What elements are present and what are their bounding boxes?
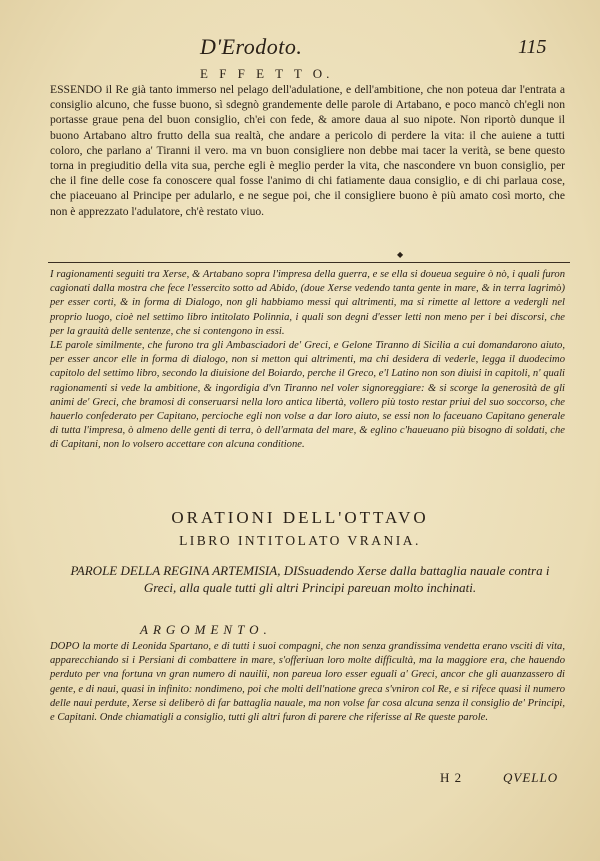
separator-rule — [48, 262, 570, 263]
effetto-paragraph: ESSENDO il Re già tanto immerso nel pelago dell'adulatione, e dell'ambitione, che non poteua dar l'entrata a consiglio alcuno, che fusse buono, sì sdegnò grandemente delle parole di Artabano, e poco mancò ch'egli non portasse graue pena del buon consiglio, ch'ei con fede, & amore daua al suo nipote. Non riportò dunque il buono Artabano altro frutto della sua realtà, che andare a pericolo di perdere la vita: il che auiene a tutti coloro, che parlano a' Tiranni il vero. ma vn buon consigliere non debbe mai tacer la verità, se bene questo torna in pregiuditio della vita sua, perche egli è meglio perder la vita, che nascondere vn buon consiglio, per che il fine delle cose fa conoscere qual fosse l'animo di chi fatiamente daua consiglio, e di chi parlaua cose, che piaceuano al Principe per adularlo, e ne segue poi, che il consigliere buono è più amato così morto, che non è apprezzato l'adulatore, ch'è restato viuo. — [50, 83, 565, 218]
libro-title: LIBRO INTITOLATO VRANIA. — [179, 533, 421, 548]
signature-mark: H 2 — [440, 770, 463, 785]
catchword: QVELLO — [503, 770, 559, 785]
notes-paragraph-1: I ragionamenti seguiti tra Xerse, & Artabano sopra l'impresa della guerra, e se ella si doueua seguire ò nò, i quali furon cagionati dalla mostra che fece l'essercito sotto ad Abido, (doue Xerse vedendo tanta gente in mare, & in terra lagrimò) per esser corti, & in forma di Dialogo, non gli habbiamo messi qui altrimenti, ma si rimette al lettore a vedergli nel proprio luogo, cioè nel settimo libro intitolato Polinnia, i quali son degni d'esser letti non meno per i bei discorsi, che per la grauità delle sentenze, che si contengono in essi. — [50, 269, 565, 337]
running-title: D'Erodoto. — [200, 34, 303, 59]
effetto-heading: E F F E T T O. — [200, 66, 334, 81]
argomento-heading: ARGOMENTO. — [140, 622, 272, 637]
speech-title: PAROLE DELLA REGINA ARTEMISIA, DISsuadendo Xerse dalla battaglia nauale contra i Greci, alla quale tutti gli altri Principi pareuan molto inchinati. — [70, 563, 550, 595]
notes-block — [50, 268, 565, 453]
notes-paragraph-2: LE parole similmente, che furono tra gli Ambasciadori de' Greci, e Gelone Tiranno di Sicilia a cui domandarono aiuto, per esser ancor elle in forma di dialogo, non si metton qui altrimenti, ma chi desidera di vederle, legga il duodecimo capitolo del settimo libro, secondo la diuisione del Boiardo, perche il Greco, e'l Latino non son diuisi in capitoli, n' quali ragionamenti si vede la ambitione, & ingordigia d'vn Tiranno nel voler signoreggiare: & si scorge la generosità de gli animi de' Greci, che bramosi di conseruarsi nella loro antica libertà, vollero più tosto restar priui del suo soccorso, che hauerlo confederato per Capitano, percioche egli non volse a dar loro aiuto, se essi non lo faceuano Capitano generale di tutta l'impresa, ò almeno delle genti di terra, ò dell'armata del mare, & eglino c'haueuano più bisogno di soldati, che di Capitani, non lo volsero accettare con alcuna conditione. — [50, 340, 565, 451]
page-number: 115 — [518, 36, 547, 58]
argomento-paragraph: DOPO la morte di Leonida Spartano, e di tutti i suoi compagni, che non senza grandissima vendetta erano vsciti di vita, apparecchiando si i Persiani di combattere in mare, s'offeriuan loro molte difficultà, ma la maggiore era, che hauendo perduto per vna fortuna vn gran numero di nauilii, non pareua loro esser eguali a' Greci, ancor che gli auanzassero di gente, e di naui, quasi in infinito: nondimeno, poi che molti dell'natione greca s'vniron col Re, e si rifece quasi il numero delle naui perdute, Xerse si deliberò di far battaglia nauale, ma non volse far cosa alcuna senza il consiglio de' Principi, e Capitani. Onde chiamatigli a consiglio, tutti gli altri furon di parere che riferisse al Re queste parole. — [50, 641, 565, 724]
orationi-title: ORATIONI DELL'OTTAVO — [171, 508, 429, 527]
running-header — [0, 34, 600, 64]
ornament-dot: ◆ — [397, 250, 404, 259]
